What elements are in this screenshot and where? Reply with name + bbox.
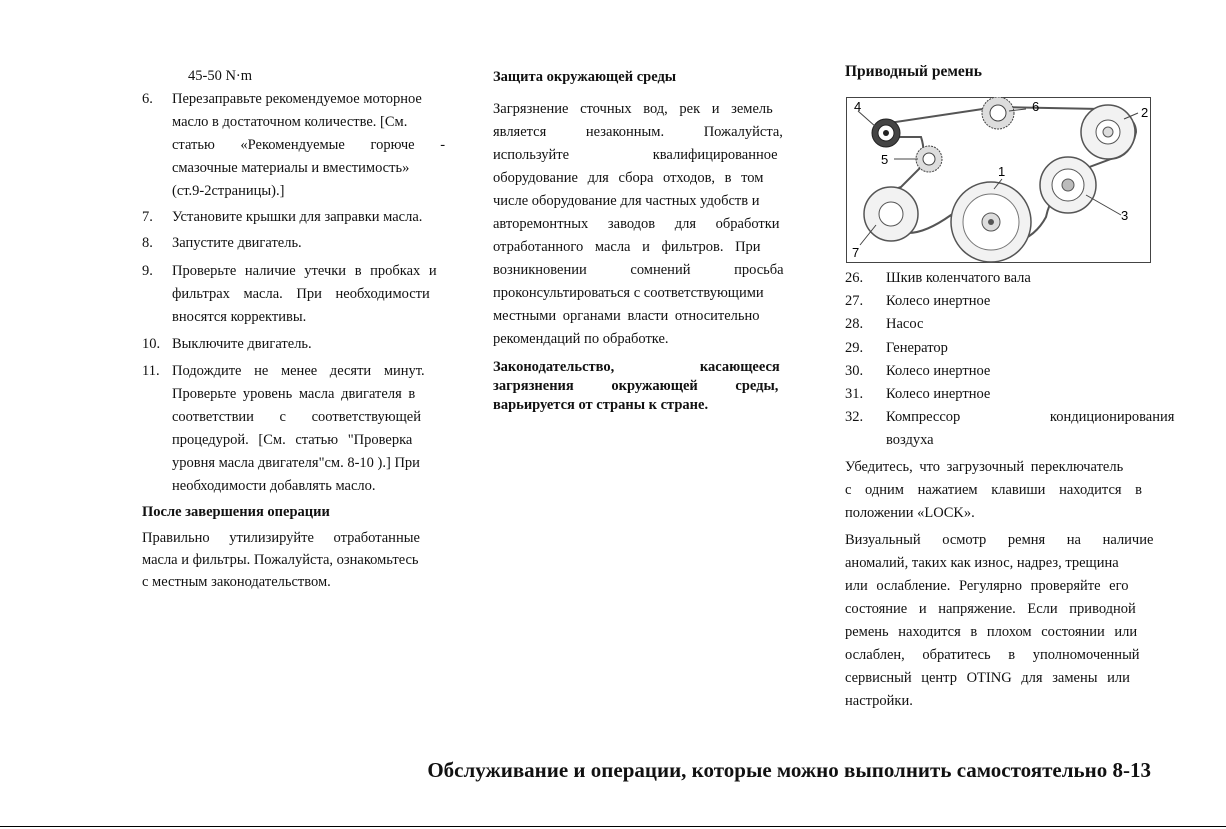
crankshaft-pulley-icon	[951, 182, 1031, 262]
step-line: Выключите двигатель.	[172, 336, 312, 352]
part-name: Компрессор кондиционирования	[886, 409, 1175, 425]
inspect-para-line: Визуальный осмотр ремня на наличие	[845, 532, 1154, 548]
step-number: 10.	[142, 336, 161, 352]
step-line: Проверьте наличие утечки в пробках и	[172, 263, 437, 279]
step-line: необходимости добавлять масло.	[172, 478, 376, 494]
step-line: процедурой. [См. статью "Проверка	[172, 432, 413, 448]
env-line: Загрязнение сточных вод, рек и земель	[493, 101, 773, 117]
part-number: 31.	[845, 386, 864, 402]
pulley-4-icon	[872, 119, 900, 147]
legislation-line: загрязнения окружающей среды,	[493, 378, 779, 394]
step-number: 9.	[142, 263, 153, 279]
diagram-label: 3	[1121, 208, 1129, 223]
part-number: 29.	[845, 340, 864, 356]
step-line: масло в достаточном количестве. [См.	[172, 114, 408, 130]
step-line: Запустите двигатель.	[172, 235, 302, 251]
diagram-label: 1	[998, 164, 1006, 179]
after-line: с местным законодательством.	[142, 574, 331, 590]
bottom-divider	[0, 826, 1226, 827]
pulley-7-icon	[864, 187, 918, 241]
env-line: используйте квалифицированное	[493, 147, 778, 163]
diagram-label: 7	[852, 245, 860, 260]
step-line: смазочные материалы и вместимость»	[172, 160, 410, 176]
pulley-2-icon	[1081, 105, 1135, 159]
diagram-label: 6	[1032, 99, 1040, 114]
after-operation-heading: После завершения операции	[142, 504, 330, 520]
inspect-para-line: ремень находится в плохом состоянии или	[845, 624, 1138, 640]
belt-diagram-svg	[846, 97, 1151, 263]
step-line: Установите крышки для заправки масла.	[172, 209, 423, 225]
after-line: Правильно утилизируйте отработанные	[142, 530, 420, 546]
step-line: вносятся коррективы.	[172, 309, 307, 325]
part-name: Насос	[886, 316, 924, 332]
inspect-para-line: ослаблен, обратитесь в уполномоченный	[845, 647, 1140, 663]
page-footer-title: Обслуживание и операции, которые можно выполнить самостоятельно 8-13	[427, 758, 1151, 782]
part-name: Колесо инертное	[886, 293, 991, 309]
step-number: 11.	[142, 363, 160, 379]
part-number: 26.	[845, 270, 864, 286]
drive-belt-diagram	[846, 97, 1151, 263]
lock-para-line: с одним нажатием клавиши находится в	[845, 482, 1143, 498]
part-name: Колесо инертное	[886, 386, 991, 402]
inspect-para-line: аномалий, таких как износ, надрез, трещина	[845, 555, 1119, 571]
env-line: является незаконным. Пожалуйста,	[493, 124, 783, 140]
environment-heading: Защита окружающей среды	[493, 69, 677, 85]
step-line: Подождите не менее десяти минут.	[172, 363, 425, 379]
step-line: Перезаправьте рекомендуемое моторное	[172, 91, 422, 107]
drive-belt-heading: Приводный ремень	[845, 63, 982, 80]
legislation-line: варьируется от страны к стране.	[493, 397, 709, 413]
diagram-label: 2	[1141, 105, 1149, 120]
inspect-para-line: сервисный центр OTING для замены или	[845, 670, 1130, 686]
step-line: статью «Рекомендуемые горюче -	[172, 137, 446, 153]
env-line: оборудование для сбора отходов, в том	[493, 170, 764, 186]
env-line: числе оборудование для частных удобств и	[493, 193, 760, 209]
after-line: масла и фильтры. Пожалуйста, ознакомьтесь	[142, 552, 419, 568]
pulley-3-icon	[1040, 157, 1096, 213]
step-line: уровня масла двигателя"см. 8-10 ).] При	[172, 455, 420, 471]
pulley-5-icon	[916, 146, 942, 172]
inspect-para-line: настройки.	[845, 693, 913, 709]
env-line: проконсультироваться с соответствующими	[493, 285, 764, 301]
part-number: 27.	[845, 293, 864, 309]
env-line: местными органами власти относительно	[493, 308, 760, 324]
part-number: 32.	[845, 409, 864, 425]
diagram-label: 4	[854, 99, 862, 114]
step-number: 8.	[142, 235, 153, 251]
inspect-para-line: состояние и напряжение. Если приводной	[845, 601, 1136, 617]
env-line: авторемонтных заводов для обработки	[493, 216, 780, 232]
env-line: рекомендаций по обработке.	[493, 331, 669, 347]
part-name: Колесо инертное	[886, 363, 991, 379]
part-name-cont: воздуха	[886, 432, 934, 448]
part-number: 28.	[845, 316, 864, 332]
step-number: 6.	[142, 91, 153, 107]
step-line: (ст.9-2страницы).]	[172, 183, 285, 199]
lock-para-line: положении «LOCK».	[845, 505, 975, 521]
part-number: 30.	[845, 363, 864, 379]
legislation-line: Законодательство, касающееся	[493, 359, 780, 375]
part-name: Шкив коленчатого вала	[886, 270, 1031, 286]
inspect-para-line: или ослабление. Регулярно проверяйте его	[845, 578, 1129, 594]
diagram-label: 5	[881, 152, 889, 167]
part-name: Генератор	[886, 340, 948, 356]
lock-para-line: Убедитесь, что загрузочный переключатель	[845, 459, 1124, 475]
pulley-6-icon	[982, 97, 1014, 129]
step-line: соответствии с соответствующей	[172, 409, 421, 425]
env-line: отработанного масла и фильтров. При	[493, 239, 761, 255]
step-number: 7.	[142, 209, 153, 225]
step-line: фильтрах масла. При необходимости	[172, 286, 430, 302]
torque-value: 45-50 N·m	[188, 68, 253, 84]
env-line: возникновении сомнений просьба	[493, 262, 784, 278]
step-line: Проверьте уровень масла двигателя в	[172, 386, 416, 402]
